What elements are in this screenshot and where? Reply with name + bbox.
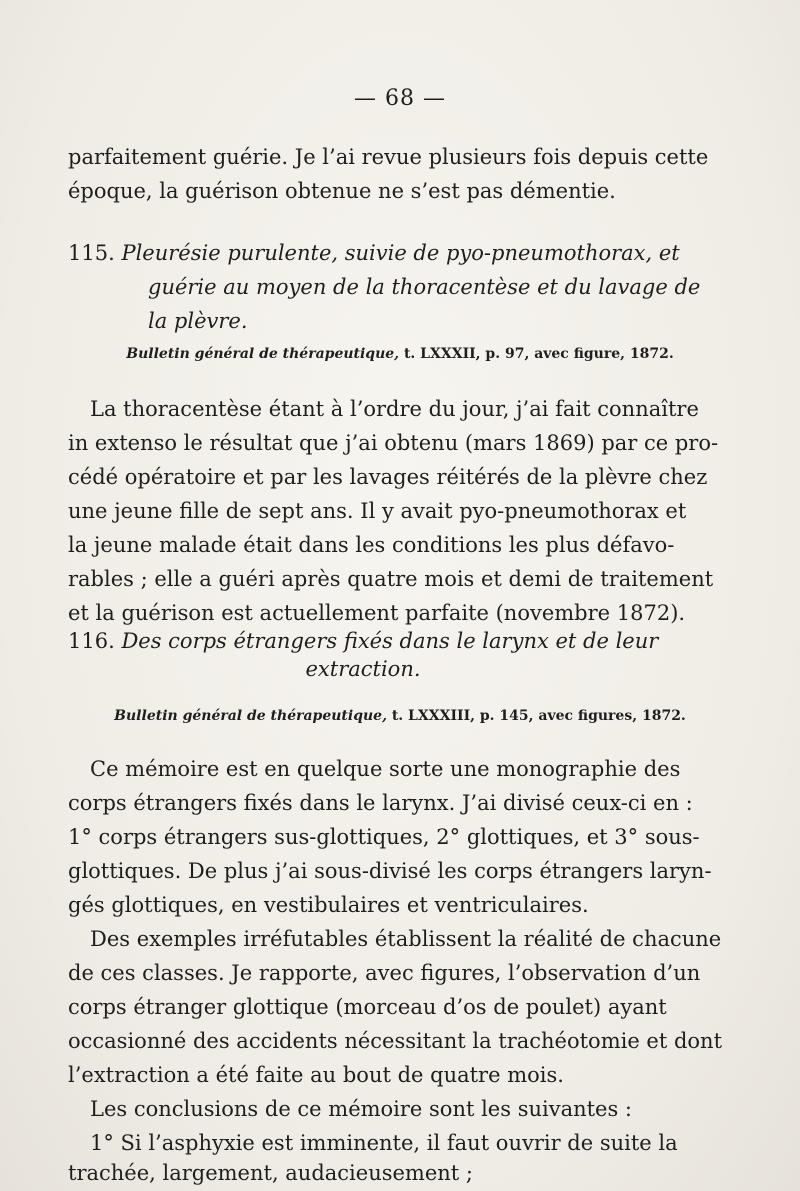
paragraph-line: Les conclusions de ce mémoire sont les suivantes : [90,1097,633,1121]
citation-details: t. LXXXII, p. 97, avec figure, 1872. [403,346,674,362]
intro-line: époque, la guérison obtenue ne s’est pas démentie. [68,179,616,203]
citation-journal: Bulletin général de thérapeutique, [126,346,400,362]
paragraph-line: occasionné des accidents nécessitant la trachéotomie et dont [68,1029,723,1053]
paragraph-line: et la guérison est actuellement parfaite (novembre 1872). [68,601,686,625]
paragraph-line: Ce mémoire est en quelque sorte une monographie des [90,757,681,781]
paragraph-line: gés glottiques, en vestibulaires et ventriculaires. [68,893,589,917]
citation-journal: Bulletin général de thérapeutique, [114,708,387,724]
citation-details: t. LXXXIII, p. 145, avec figures, 1872. [391,708,686,724]
paragraph-line: de ces classes. Je rapporte, avec figures, l’observation d’un [68,961,701,985]
paragraph-line: la jeune malade était dans les conditions les plus défavo- [68,533,675,557]
section-116-title-line: extraction. [305,657,421,681]
section-115-citation [0,346,800,362]
paragraph-line: corps étrangers fixés dans le larynx. J’ai divisé ceux-ci en : [68,791,693,815]
paragraph-line: glottiques. De plus j’ai sous-divisé les corps étrangers laryn- [68,859,712,883]
section-115-title-line: la plèvre. [148,309,248,333]
paragraph-line: une jeune fille de sept ans. Il y avait pyo-pneumothorax et [68,499,687,523]
section-116-number: 116. [68,629,115,653]
paragraph-line: rables ; elle a guéri après quatre mois et demi de traitement [68,567,714,591]
section-116-title-text: Des corps étrangers fixés dans le larynx et de leur [121,629,659,653]
section-115-number: 115. [68,241,115,265]
paragraph-line: 1° corps étrangers sus-glottiques, 2° glottiques, et 3° sous- [68,825,700,849]
section-115-title-line: guérie au moyen de la thoracentèse et du lavage de [148,275,701,299]
paragraph-line: in extenso le résultat que j’ai obtenu (mars 1869) par ce pro- [68,431,719,455]
paragraph-line: l’extraction a été faite au bout de quatre mois. [68,1063,564,1087]
page-number: — 68 — [354,86,446,111]
section-116-citation [0,708,800,724]
paragraph-line: La thoracentèse étant à l’ordre du jour, j’ai fait connaître [90,397,699,421]
paragraph-line: Des exemples irréfutables établissent la réalité de chacune [90,927,722,951]
paragraph-line: trachée, largement, audacieusement ; [68,1161,473,1185]
paragraph-line: cédé opératoire et par les lavages réitérés de la plèvre chez [68,465,708,489]
paragraph-line: 1° Si l’asphyxie est imminente, il faut ouvrir de suite la [90,1131,678,1155]
paragraph-line: corps étranger glottique (morceau d’os de poulet) ayant [68,995,667,1019]
section-115-title-line [68,236,680,270]
section-115-title-text: Pleurésie purulente, suivie de pyo-pneumothorax, et [121,241,680,265]
intro-line: parfaitement guérie. Je l’ai revue plusieurs fois depuis cette [68,145,709,169]
